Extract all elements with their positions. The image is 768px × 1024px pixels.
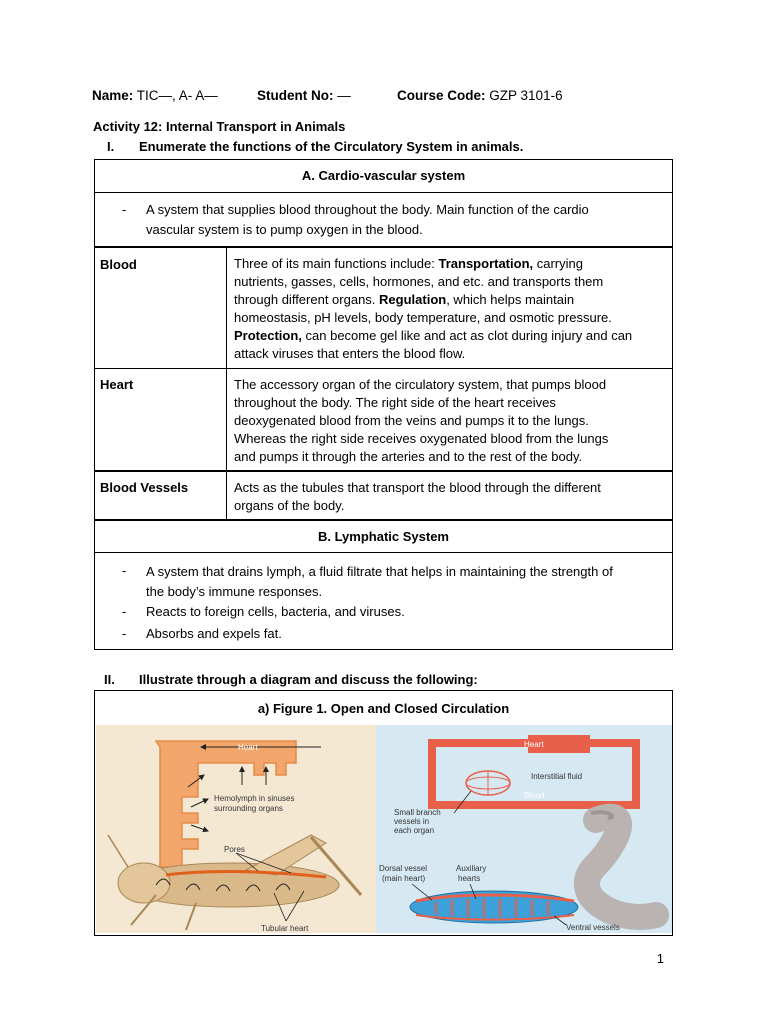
label-dorsal-2: (main heart) (382, 874, 426, 883)
line-text: carrying (533, 256, 583, 271)
description-line (234, 309, 670, 327)
bullet-line: A system that drains lymph, a fluid filtrate that helps in maintaining the strength of (146, 564, 613, 579)
section-2-number: II. (104, 672, 115, 687)
label-heart-open: Heart (238, 743, 258, 752)
dash: - (122, 202, 127, 217)
label-interstitial-fluid: Interstitial fluid (531, 772, 583, 781)
description-line (234, 273, 670, 291)
line-bold-term: Transportation, (438, 256, 534, 271)
bullet-line: the body’s immune responses. (146, 584, 323, 599)
blood-vessels-description (234, 479, 670, 515)
activity-title: Activity 12: Internal Transport in Animals (93, 119, 346, 134)
blood-description (234, 255, 670, 363)
description-line (234, 448, 670, 466)
cardio-heading: A. Cardio-vascular system (301, 168, 466, 183)
dash: - (122, 604, 127, 619)
section-1-number: I. (107, 139, 115, 154)
line-text: and pumps it through the arteries and to the rest of the body. (234, 449, 583, 464)
heart-description (234, 376, 670, 466)
description-line (234, 430, 670, 448)
line-text: nutrients, gasses, cells, hormones, and etc. and transports them (234, 274, 604, 289)
lymph-bullet-2: Reacts to foreign cells, bacteria, and viruses. (146, 604, 405, 619)
label-hemolymph-2: surrounding organs (214, 804, 283, 813)
circulation-figure (96, 725, 672, 933)
line-text: attack viruses that enters the blood flow. (234, 346, 466, 361)
student-label: Student No: (257, 88, 334, 103)
term-blood: Blood (100, 257, 137, 272)
line-text: Acts as the tubules that transport the blood through the different (234, 480, 601, 495)
label-dorsal-1: Dorsal vessel (379, 864, 428, 873)
description-line (234, 497, 670, 515)
line-text: can become gel like and act as clot during injury and can (301, 328, 633, 343)
line-bold-term: Regulation (379, 292, 447, 307)
student-value: — (337, 88, 351, 103)
page-number: 1 (656, 951, 664, 966)
line-text: organs of the body. (234, 498, 345, 513)
section-1-title: Enumerate the functions of the Circulatory System in animals. (139, 139, 524, 154)
description-line (234, 376, 670, 394)
course-value: GZP 3101-6 (489, 88, 563, 103)
divider (94, 470, 673, 472)
dash: - (122, 626, 127, 641)
section-2-title: Illustrate through a diagram and discuss the following: (139, 672, 478, 687)
description-line (234, 345, 670, 363)
line-text: The accessory organ of the circulatory system, that pumps blood (234, 377, 607, 392)
description-line (234, 291, 670, 309)
lymph-bullet-1 (146, 562, 670, 602)
label-auxiliary-1: Auxiliary (456, 864, 487, 873)
label-small-branch-1: Small branch (394, 808, 441, 817)
description-line (234, 412, 670, 430)
label-heart-closed: Heart (524, 740, 544, 749)
figure-caption: a) Figure 1. Open and Closed Circulation (257, 701, 510, 716)
name-label: Name: (92, 88, 134, 103)
divider (94, 552, 673, 553)
name-value: TIC—, A- A— (136, 88, 218, 103)
divider (94, 368, 673, 369)
summary-line: A system that supplies blood throughout the body. Main function of the cardio (146, 202, 589, 217)
label-blood: Blood (524, 791, 545, 800)
course-label: Course Code: (397, 88, 486, 103)
course-code (397, 88, 563, 103)
label-hemolymph-1: Hemolymph in sinuses (214, 794, 295, 803)
label-tubular-heart: Tubular heart (261, 924, 309, 933)
line-text: deoxygenated blood from the veins and pumps it to the lungs. (234, 413, 589, 428)
line-text: through different organs. (234, 292, 380, 307)
line-text: Whereas the right side receives oxygenated blood from the lungs (234, 431, 609, 446)
line-text: , which helps maintain (446, 292, 575, 307)
header-line (92, 88, 218, 103)
dash: - (122, 563, 127, 578)
summary-line: vascular system is to pump oxygen in the blood. (146, 222, 423, 237)
label-pores: Pores (224, 845, 245, 854)
label-small-branch-3: each organ (394, 826, 435, 835)
line-bold-term: Protection, (234, 328, 302, 343)
divider (94, 246, 673, 248)
label-ventral-vessels: Ventral vessels (566, 923, 620, 932)
section-1-heading (107, 139, 524, 154)
label-small-branch-2: vessels in (394, 817, 430, 826)
line-text: throughout the body. The right side of the heart receives (234, 395, 556, 410)
cardio-summary (146, 201, 666, 239)
lymph-bullet-3: Absorbs and expels fat. (146, 626, 282, 641)
divider (94, 192, 673, 193)
description-line (234, 479, 670, 497)
description-line (234, 255, 670, 273)
student-number (257, 88, 351, 103)
label-auxiliary-2: hearts (458, 874, 481, 883)
line-text: homeostasis, pH levels, body temperature, and osmotic pressure. (234, 310, 612, 325)
column-divider (226, 247, 227, 520)
lymph-heading: B. Lymphatic System (317, 529, 449, 544)
description-line (234, 394, 670, 412)
line-text: Three of its main functions include: (234, 256, 439, 271)
term-blood-vessels: Blood Vessels (100, 480, 189, 495)
description-line (234, 327, 670, 345)
circulation-diagram (96, 725, 672, 933)
term-heart: Heart (100, 377, 134, 392)
